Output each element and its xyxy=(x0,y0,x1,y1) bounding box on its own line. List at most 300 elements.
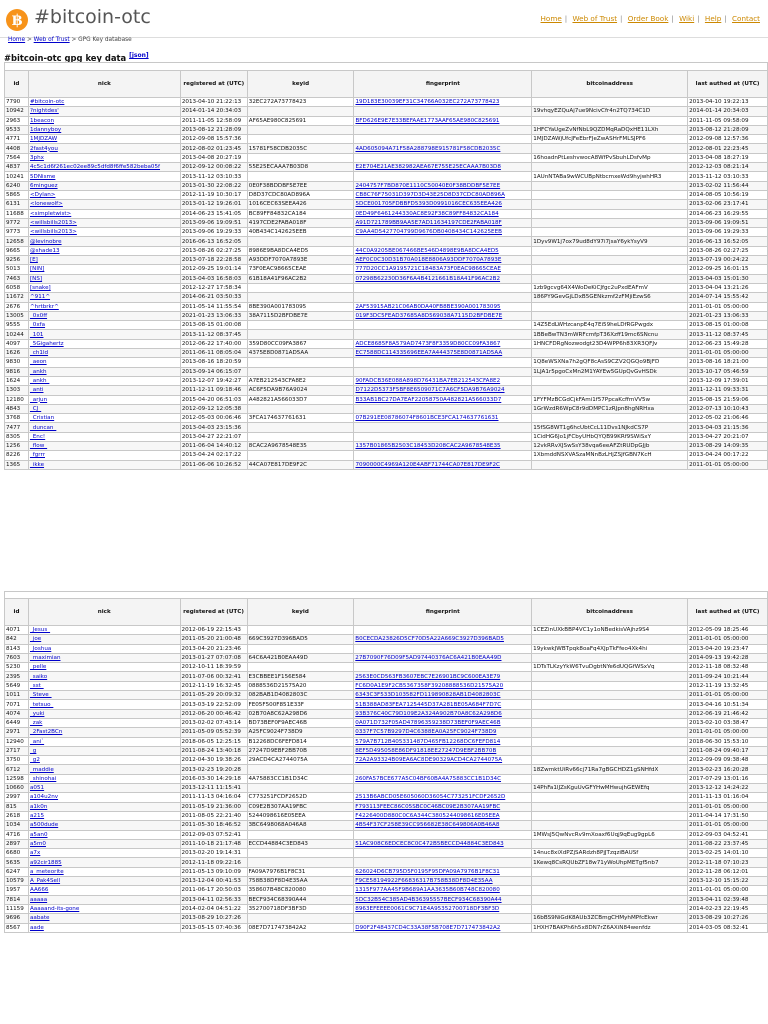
cell-keyid: 40B434C142625EEB xyxy=(247,228,354,237)
fingerprint-link[interactable]: 4B54F37CF258E39CC956682E38C649806A0B46A8 xyxy=(355,822,500,829)
cell-last-authed: 2012-11-28 06:12:01 xyxy=(688,867,768,876)
fingerprint-link[interactable]: 777D20CC1A9195721C18483A73F0EAC98665CEAE xyxy=(355,266,501,273)
cell-last-authed: 2018-06-30 15:53:10 xyxy=(688,737,768,746)
cell-last-authed: 2011-01-01 05:00:00 xyxy=(688,302,768,311)
nick-link[interactable]: [NS] xyxy=(29,275,43,282)
fingerprint-link[interactable]: 4AD605094A71F58A288798E915781F58CDB2035C xyxy=(355,145,501,152)
cell-registered: 2013-12-07 19:42:27 xyxy=(180,376,247,385)
cell-nick xyxy=(28,904,180,913)
cell-bitcoinaddress xyxy=(532,895,688,904)
nick-link[interactable]: a92cir1885 xyxy=(29,859,62,866)
cell-fingerprint xyxy=(354,423,532,432)
fingerprint-link[interactable]: 19D183E30039EF31C34766A032EC272A73778423 xyxy=(355,99,500,106)
col-header-keyid[interactable]: keyid xyxy=(247,599,354,626)
fingerprint-link[interactable]: CB8C76F75031D397D3D43E25D8D37CDC80AD896A xyxy=(355,192,505,199)
fingerprint-link[interactable]: 0A071D732F05AD47896359238D73BEF0F9AEC46B xyxy=(355,720,501,727)
cell-nick xyxy=(28,116,180,125)
cell-bitcoinaddress xyxy=(532,200,688,209)
fingerprint-link[interactable]: 6343C3F533D103582FD119890828AB1D4082803C xyxy=(355,692,501,699)
cell-id: 4716 xyxy=(5,830,29,839)
table-row xyxy=(5,283,768,292)
cell-nick xyxy=(28,423,180,432)
cell-keyid: 358607B48C820080 xyxy=(247,886,354,895)
cell-id: 1624 xyxy=(5,376,29,385)
cell-bitcoinaddress xyxy=(532,635,688,644)
nick-link[interactable]: ?nightdes' xyxy=(29,108,59,115)
cell-last-authed: 2012-09-09 09:38:48 xyxy=(688,756,768,765)
col-header-registered[interactable]: registered at (UTC) xyxy=(180,71,247,98)
fingerprint-link[interactable]: 2404757F7BD870E1110C50040E0F38BDDBF5E7EE xyxy=(355,182,501,189)
cell-fingerprint xyxy=(354,293,532,302)
cell-nick xyxy=(28,784,180,793)
fingerprint-link[interactable]: EC7588DC114335696EEA7A444375E8D0871AD5AA xyxy=(355,350,503,357)
cell-nick xyxy=(28,923,180,932)
fingerprint-link[interactable]: 579A7B712B405331487D465FB12268DC6FEFD814 xyxy=(355,738,501,745)
cell-nick xyxy=(28,404,180,413)
nick-link[interactable]: 1dannyboy xyxy=(29,127,62,134)
cell-registered: 2011-05-19 21:36:00 xyxy=(180,802,247,811)
cell-fingerprint xyxy=(354,144,532,153)
cell-keyid: 8986E9BA8DCA4ED5 xyxy=(247,246,354,255)
cell-nick xyxy=(28,432,180,441)
cell-id: 10579 xyxy=(5,877,29,886)
nick-link[interactable]: [snake] xyxy=(29,285,51,292)
col-header-nick[interactable]: nick xyxy=(28,599,180,626)
nick-link[interactable]: _2Fast2BCn xyxy=(29,729,63,736)
nick-link[interactable]: _CJ_ xyxy=(29,405,42,412)
table-row xyxy=(5,423,768,432)
nick-link[interactable]: _ikke xyxy=(29,461,45,468)
nick-link[interactable]: _saiko xyxy=(29,673,48,680)
cell-id: 9696 xyxy=(5,914,29,923)
fingerprint-link[interactable]: 8963EFEEEE0061C9C71E4A95352700718DF3BF3D xyxy=(355,906,500,913)
cell-keyid: C773251FCDF2652D xyxy=(247,793,354,802)
cell-fingerprint xyxy=(354,784,532,793)
fingerprint-link[interactable]: 5DCE001705FDBBFD5393D0991016CEC635EEA426 xyxy=(355,201,502,208)
cell-registered: 2011-06-17 20:50:03 xyxy=(180,886,247,895)
cell-keyid: 02B70A8C62A298D6 xyxy=(247,709,354,718)
nick-link[interactable]: _Cristian xyxy=(29,415,55,422)
fingerprint-link[interactable]: 626024D6CB795D5F0195F95DFA09A7976B1F8C31 xyxy=(355,868,500,875)
cell-bitcoinaddress xyxy=(532,386,688,395)
cell-nick xyxy=(28,895,180,904)
table-row xyxy=(5,386,768,395)
nav-home-link[interactable]: Home xyxy=(540,14,562,23)
cell-keyid: 5244098616E05EEA xyxy=(247,811,354,820)
nick-link[interactable]: _0x0ff xyxy=(29,312,48,319)
cell-registered: 2011-07-06 00:32:41 xyxy=(180,672,247,681)
cell-bitcoinaddress xyxy=(532,163,688,172)
cell-bitcoinaddress xyxy=(532,821,688,830)
cell-last-authed: 2012-12-03 08:21:14 xyxy=(688,163,768,172)
cell-bitcoinaddress xyxy=(532,811,688,820)
table-row xyxy=(5,330,768,339)
nick-link[interactable]: _zak xyxy=(29,720,43,727)
cell-nick xyxy=(28,153,180,162)
cell-id: 1011 xyxy=(5,691,29,700)
col-header-bitcoinaddress[interactable]: bitcoinaddress xyxy=(532,71,688,98)
cell-registered: 2013-08-29 10:27:26 xyxy=(180,914,247,923)
table-row xyxy=(5,349,768,358)
nick-link[interactable]: _101 xyxy=(29,331,44,338)
fingerprint-link[interactable]: 93B376C40C79D109E2A324A902B70A8C62A298D6 xyxy=(355,710,502,717)
cell-id: 815 xyxy=(5,802,29,811)
fingerprint-link[interactable]: BFD626E9E7E33BEFAAE1773AAF65AE980C825691 xyxy=(355,117,500,124)
nick-link[interactable]: _Enc! xyxy=(29,433,46,440)
cell-bitcoinaddress: 1BBeBwTN3mWRFcmfpT36Xzff19mc6SNcnu xyxy=(532,330,688,339)
fingerprint-link[interactable]: 07298B62230D36F6A4B4121661B18A41F96AC2B2 xyxy=(355,275,501,282)
cell-nick xyxy=(28,644,180,653)
col-header-fingerprint[interactable]: fingerprint xyxy=(354,599,532,626)
cell-last-authed: 2012-07-13 10:10:43 xyxy=(688,404,768,413)
cell-registered: 2011-05-29 20:09:32 xyxy=(180,691,247,700)
fingerprint-link[interactable]: B33AB1BC27DA7EAF22058750A482821A566033D7 xyxy=(355,396,502,403)
nick-link[interactable]: 3phx xyxy=(29,154,44,161)
nick-link[interactable]: a051 xyxy=(29,785,45,792)
nick-link[interactable]: <willsbills2013> xyxy=(29,220,77,226)
cell-last-authed: 2011-01-01 05:00:00 xyxy=(688,886,768,895)
nick-link[interactable]: @shade13 xyxy=(29,247,60,254)
nick-link[interactable]: [NIN] xyxy=(29,266,45,273)
fingerprint-link[interactable]: 51AC908C6EDCEC8C0C472B5BECCD44884C3ED843 xyxy=(355,840,504,847)
cell-id: 6449 xyxy=(5,718,29,727)
breadcrumb-home-link[interactable]: Home xyxy=(8,37,26,43)
cell-bitcoinaddress xyxy=(532,886,688,895)
fingerprint-link[interactable]: 0337F7C57B9297D4C6388EA0A25FC9024F738D9 xyxy=(355,729,497,736)
nick-link[interactable]: _shinohai xyxy=(29,775,57,782)
cell-nick xyxy=(28,274,180,283)
cell-registered: 2012-11-18 09:22:16 xyxy=(180,858,247,867)
col-header-keyid[interactable]: keyid xyxy=(247,71,354,98)
fingerprint-link[interactable]: 7090000C4969A120E4ABF71744CA07E817DE9F2C xyxy=(355,461,500,468)
cell-bitcoinaddress: 16bBS9NiGdK8AUb3ZCBmgCHMyhMPfcEkwr xyxy=(532,914,688,923)
nick-link[interactable]: _5Gigahertz xyxy=(29,340,64,347)
nick-link[interactable]: _aeon xyxy=(29,359,47,366)
cell-fingerprint xyxy=(354,265,532,274)
cell-id: 4074 xyxy=(5,709,29,718)
nick-link[interactable]: _yuki xyxy=(29,710,45,717)
json-link[interactable]: [json] xyxy=(129,52,149,59)
cell-registered: 2012-09-12 00:08:22 xyxy=(180,163,247,172)
cell-last-authed: 2013-08-15 01:00:08 xyxy=(688,321,768,330)
cell-id: 7477 xyxy=(5,423,29,432)
cell-keyid xyxy=(247,358,354,367)
cell-id: 1365 xyxy=(5,460,29,469)
nick-link[interactable]: ^911^ xyxy=(29,294,51,301)
cell-bitcoinaddress xyxy=(532,653,688,662)
cell-id: 12658 xyxy=(5,237,29,246)
cell-bitcoinaddress: 1zb9gcvg64X4WoDeKiCJfgc2uPxdEAFmV xyxy=(532,283,688,292)
table-row xyxy=(5,209,768,218)
cell-keyid: 27247D9EBF2BB70B xyxy=(247,746,354,755)
cell-fingerprint xyxy=(354,672,532,681)
fingerprint-link[interactable]: 90FADCB36E088A898D76431BA7EB212543CFA8E2 xyxy=(355,378,501,385)
cell-nick xyxy=(28,765,180,774)
nick-link[interactable]: a_meteorite xyxy=(29,868,64,875)
cell-registered: 2012-09-03 07:52:41 xyxy=(180,830,247,839)
cell-keyid xyxy=(247,404,354,413)
nick-link[interactable]: a500dude xyxy=(29,822,59,829)
nick-link[interactable]: #bitcoin-otc xyxy=(29,99,65,106)
cell-bitcoinaddress: 15fSG8WT1g6hcUbtCcL11Dvs1NJkdCS7P xyxy=(532,423,688,432)
cell-bitcoinaddress: 1CidHG6Jo1jFCbyUHbQYQB99KRf9SWiSxY xyxy=(532,432,688,441)
nick-link[interactable]: _sst_ xyxy=(29,682,44,689)
nick-link[interactable]: a7x xyxy=(29,850,41,857)
nick-link[interactable]: _maximian xyxy=(29,655,61,662)
cell-bitcoinaddress: 1Q8eWSXNa7h2gQF8cAsS9CZV2QGQo9BjFD xyxy=(532,358,688,367)
cell-nick xyxy=(28,635,180,644)
nick-link[interactable]: aade xyxy=(29,924,44,931)
cell-fingerprint xyxy=(354,644,532,653)
nick-link[interactable]: ^hrtbrkr^ xyxy=(29,303,59,310)
fingerprint-link[interactable]: ADCE8685F8A579AD7473F8F3359D80CC09FA3867 xyxy=(355,340,501,347)
nav-order-book-link[interactable]: Order Book xyxy=(627,14,669,23)
cell-registered: 2013-04-11 02:56:33 xyxy=(180,895,247,904)
cell-keyid xyxy=(247,283,354,292)
cell-last-authed: 2013-04-11 02:39:48 xyxy=(688,895,768,904)
cell-bitcoinaddress xyxy=(532,460,688,469)
cell-keyid xyxy=(247,626,354,635)
cell-registered: 2012-06-20 00:46:42 xyxy=(180,709,247,718)
table-row xyxy=(5,886,768,895)
nick-link[interactable]: aabate xyxy=(29,915,50,922)
cell-bitcoinaddress: 14PhFa1lJZsKguUvGFYHwMHwujhGEWEfq xyxy=(532,784,688,793)
fingerprint-link[interactable]: D90F2F48437CD4C33A38F5B708E7D717473842A2 xyxy=(355,924,501,931)
cell-keyid: 15781F58CDB2035C xyxy=(247,144,354,153)
nick-link[interactable]: _fgrrr xyxy=(29,452,45,459)
nick-link[interactable]: _Joshua xyxy=(29,645,52,652)
nick-link[interactable]: <lonewolf> xyxy=(29,201,63,208)
cell-nick xyxy=(28,849,180,858)
nick-link[interactable]: _duncan_ xyxy=(29,424,57,431)
cell-fingerprint xyxy=(354,904,532,913)
nick-link[interactable]: _Jesus_ xyxy=(29,627,51,634)
fingerprint-link[interactable]: F793113FEEC86C05SBC0C46BC09E2B307AA19FBC xyxy=(355,803,501,810)
fingerprint-link[interactable]: 2AF53915AB21C06AB0DA40FB8BE390A001783095 xyxy=(355,303,501,310)
nick-link[interactable]: 4c5c1d6f261ec02ee89c5dfd8f6ffe582beba05f xyxy=(29,164,161,171)
cell-fingerprint xyxy=(354,125,532,134)
nick-link[interactable]: aaaaa xyxy=(29,896,48,903)
fingerprint-link[interactable]: C9AA4D5427704799D9676DB0408434C142625EEB xyxy=(355,229,502,236)
nick-link[interactable]: _ani` xyxy=(29,738,45,745)
cell-registered: 2013-09-14 06:15:07 xyxy=(180,367,247,376)
cell-keyid: 61B18A41F96AC2B2 xyxy=(247,274,354,283)
cell-registered: 2013-04-20 21:23:46 xyxy=(180,644,247,653)
nick-link[interactable]: _ankh xyxy=(29,368,47,375)
cell-nick xyxy=(28,349,180,358)
cell-registered: 2011-06-04 14:40:12 xyxy=(180,441,247,450)
cell-id: 6247 xyxy=(5,867,29,876)
cell-id: 9256 xyxy=(5,256,29,265)
nick-link[interactable]: _flow_ xyxy=(29,443,48,450)
cell-id: 4097 xyxy=(5,339,29,348)
breadcrumb-current: GPG Key database xyxy=(78,37,132,43)
nick-link[interactable]: 1beacon xyxy=(29,117,54,124)
cell-nick xyxy=(28,681,180,690)
fingerprint-link[interactable]: 2513B6ABCD05E605060D36054C773251FCDF2652D xyxy=(355,794,506,801)
nav-wiki-link[interactable]: Wiki xyxy=(679,14,695,23)
cell-last-authed: 2011-01-01 05:00:00 xyxy=(688,691,768,700)
cell-keyid: 4197CDE2FABA018F xyxy=(247,218,354,227)
cell-nick xyxy=(28,746,180,755)
nick-link[interactable]: @levinobre xyxy=(29,238,62,245)
cell-keyid xyxy=(247,849,354,858)
cell-fingerprint xyxy=(354,663,532,672)
nick-link[interactable]: _Steve_ xyxy=(29,692,52,699)
table-row xyxy=(5,190,768,199)
nick-link[interactable]: _0xfa xyxy=(29,322,46,329)
cell-bitcoinaddress xyxy=(532,867,688,876)
col-header-nick[interactable]: nick xyxy=(28,71,180,98)
col-header-fingerprint[interactable]: fingerprint xyxy=(354,71,532,98)
fingerprint-link[interactable]: 1357B01865B2503C18453D208CAC2A9678548E35 xyxy=(355,443,501,450)
nav-contact-link[interactable]: Contact xyxy=(732,14,760,23)
cell-last-authed: 2013-09-06 19:29:33 xyxy=(688,228,768,237)
fingerprint-link[interactable]: D7122D5373F5BF8E6509071C7A6CF5DA9B76A9024 xyxy=(355,387,505,394)
cell-last-authed: 2013-08-12 21:28:09 xyxy=(688,125,768,134)
cell-registered: 2013-04-03 23:15:36 xyxy=(180,423,247,432)
cell-nick xyxy=(28,460,180,469)
nick-link[interactable]: 2fast4you xyxy=(29,145,58,152)
breadcrumb-wot-link[interactable]: Web of Trust xyxy=(33,37,70,43)
cell-id: 11672 xyxy=(5,293,29,302)
nick-link[interactable]: [E] xyxy=(29,257,38,264)
cell-nick xyxy=(28,395,180,404)
nick-link[interactable]: <willsbills2013> xyxy=(29,229,77,236)
nick-link[interactable]: A_Pak4Sell xyxy=(29,878,61,885)
cell-id: 9533 xyxy=(5,125,29,134)
fingerprint-link[interactable]: 260FA57BCE677A5C04BF60BA4A75883CC1B1D34C xyxy=(355,775,502,782)
table-row xyxy=(5,339,768,348)
cell-last-authed: 2014-08-05 10:56:19 xyxy=(688,190,768,199)
cell-keyid: 4375E8D0871AD5AA xyxy=(247,349,354,358)
cell-fingerprint xyxy=(354,895,532,904)
cell-fingerprint xyxy=(354,339,532,348)
cell-registered: 2012-11-19 16:32:45 xyxy=(180,681,247,690)
cell-bitcoinaddress: 186PY9GevGjLDxB5GENkzmf2zFMjiEzwS6 xyxy=(532,293,688,302)
nick-link[interactable]: a5m0 xyxy=(29,840,46,847)
col-header-last-authed[interactable]: last authed at (UTC) xyxy=(688,71,768,98)
cell-registered: 2012-08-02 01:23:45 xyxy=(180,144,247,153)
cell-fingerprint xyxy=(354,98,532,107)
nick-link[interactable]: a104u2nv xyxy=(29,794,59,801)
cell-last-authed: 2012-09-25 16:01:15 xyxy=(688,265,768,274)
fingerprint-link[interactable]: 44C0A9205BE067466BE546D4898E9BA8DCA4ED5 xyxy=(355,247,499,254)
cell-nick xyxy=(28,793,180,802)
cell-last-authed: 2012-06-19 21:46:42 xyxy=(688,709,768,718)
cell-last-authed: 2011-11-13 01:16:04 xyxy=(688,793,768,802)
nick-link[interactable]: a1k0n xyxy=(29,803,48,810)
nick-link[interactable]: 1MJDZAW xyxy=(29,136,58,143)
cell-nick xyxy=(28,209,180,218)
nick-link[interactable]: _pelle xyxy=(29,664,47,671)
nick-link[interactable]: a5an0 xyxy=(29,831,48,838)
table-row xyxy=(5,172,768,181)
table-row xyxy=(5,635,768,644)
cell-keyid: 1016CEC63SEEA426 xyxy=(247,200,354,209)
nick-link[interactable]: _maddie xyxy=(29,766,54,773)
nick-link[interactable]: _joe xyxy=(29,636,42,643)
cell-last-authed: 2011-04-14 17:31:50 xyxy=(688,811,768,820)
fingerprint-link[interactable]: 5DC32B54C385AD4B36395557BECF934C68390A44 xyxy=(355,896,502,903)
col-header-last-authed[interactable]: last authed at (UTC) xyxy=(688,599,768,626)
fingerprint-link[interactable]: 1315F977AA45F9B689A1AA3635B60B748C820080 xyxy=(355,887,500,894)
fingerprint-link[interactable]: E2E704E21AE382982AEA67E755E25ECAAA7B03D8 xyxy=(355,164,501,171)
table-row xyxy=(5,274,768,283)
fingerprint-link[interactable]: FC6D0A1E9F2CB5367358F39208888536D21575A20 xyxy=(355,682,504,689)
cell-id: 5013 xyxy=(5,265,29,274)
cell-last-authed: 2013-02-25 14:01:10 xyxy=(688,849,768,858)
nick-link[interactable]: Aaaaand-its-gone xyxy=(29,906,80,913)
fingerprint-link[interactable]: 2563E0CD563FB3607EBC7E26901BC9C600EA3E79 xyxy=(355,673,501,680)
nick-link[interactable]: _ankh_ xyxy=(29,378,50,385)
nick-link[interactable]: AA666 xyxy=(29,887,49,894)
fingerprint-link[interactable]: F9CE58194922F66836317B758B38DF8D4E35AA xyxy=(355,878,493,885)
nick-link[interactable]: _arjun xyxy=(29,396,48,403)
cell-nick xyxy=(28,877,180,886)
table-row xyxy=(5,135,768,144)
cell-fingerprint xyxy=(354,246,532,255)
cell-keyid xyxy=(247,293,354,302)
cell-registered: 2016-03-30 14:29:18 xyxy=(180,774,247,783)
nick-link[interactable]: a215 xyxy=(29,813,45,820)
fingerprint-link[interactable]: AEF0C0C30D31B70A018E8806A93DDF7070A7893E xyxy=(355,257,502,264)
cell-nick xyxy=(28,265,180,274)
table-row xyxy=(5,116,768,125)
fingerprint-link[interactable]: A91D721789BB9AA5E7AD11634197CDE2FABA018F xyxy=(355,220,502,226)
nick-link[interactable]: <Dylan> xyxy=(29,192,56,199)
fingerprint-link[interactable]: 51B388AD83FEA7125445D37A281BE05A684F7D7C xyxy=(355,701,502,708)
nick-link[interactable]: _g xyxy=(29,748,37,754)
fingerprint-link[interactable]: 27B7090F76D09F5AD97440376AC6A421B0EAA49D xyxy=(355,655,502,662)
cell-keyid xyxy=(247,830,354,839)
cell-id: 6131 xyxy=(5,200,29,209)
nick-link[interactable]: _tetsuo_ xyxy=(29,701,54,708)
col-header-id[interactable]: id xyxy=(5,599,29,626)
fingerprint-link[interactable]: 0ED49F6461244330AC8E92F38C89FF84832CA184 xyxy=(355,210,499,217)
cell-bitcoinaddress xyxy=(532,311,688,320)
top-navigation: Home | Web of Trust | Order Book | Wiki | Help | Contact xyxy=(540,14,760,23)
cell-fingerprint xyxy=(354,302,532,311)
nick-link[interactable]: 6minguez xyxy=(29,182,58,189)
nick-link[interactable]: _ch1ld xyxy=(29,350,49,357)
nick-link[interactable]: 5DNisme xyxy=(29,173,56,180)
cell-fingerprint xyxy=(354,793,532,802)
col-header-bitcoinaddress[interactable]: bitcoinaddress xyxy=(532,599,688,626)
fingerprint-link[interactable]: F4226400D880C0C6A344C3805244098616E05EEA xyxy=(355,813,500,820)
cell-nick xyxy=(28,414,180,423)
cell-registered: 2012-11-19 10:30:17 xyxy=(180,190,247,199)
cell-id: 2963 xyxy=(5,116,29,125)
cell-nick xyxy=(28,376,180,385)
fingerprint-link[interactable]: B0CECDA23826D5CF70D5A22A669C3927D396BAD5 xyxy=(355,636,504,643)
cell-nick xyxy=(28,200,180,209)
cell-id: 9772 xyxy=(5,218,29,227)
nav-help-link[interactable]: Help xyxy=(704,14,722,23)
fingerprint-link[interactable]: 019F3DC5FEAD37685A8D569038A7115D2BFDBE7E xyxy=(355,312,503,319)
nick-link[interactable]: <simpletwist> xyxy=(29,210,72,217)
nick-link[interactable]: _anti xyxy=(29,387,44,394)
fingerprint-link[interactable]: 72A2A93324B09EA6AC8DE90329ACD4CA2744075A xyxy=(355,757,503,764)
nav-web-of-trust-link[interactable]: Web of Trust xyxy=(572,14,618,23)
cell-bitcoinaddress: 18ZwmktUiRv66cj71Ra7gBGCHDZ1gSNHfdX xyxy=(532,765,688,774)
col-header-registered[interactable]: registered at (UTC) xyxy=(180,599,247,626)
fingerprint-link[interactable]: 8EF5D495058E86DF91818EE27247D9EBF2BB70B xyxy=(355,748,497,754)
cell-fingerprint xyxy=(354,386,532,395)
col-header-id[interactable]: id xyxy=(5,71,29,98)
fingerprint-link[interactable]: 07B291EE08786074F8601BCE3FCA174637761631 xyxy=(355,415,499,422)
nick-link[interactable]: _g2 xyxy=(29,757,40,764)
